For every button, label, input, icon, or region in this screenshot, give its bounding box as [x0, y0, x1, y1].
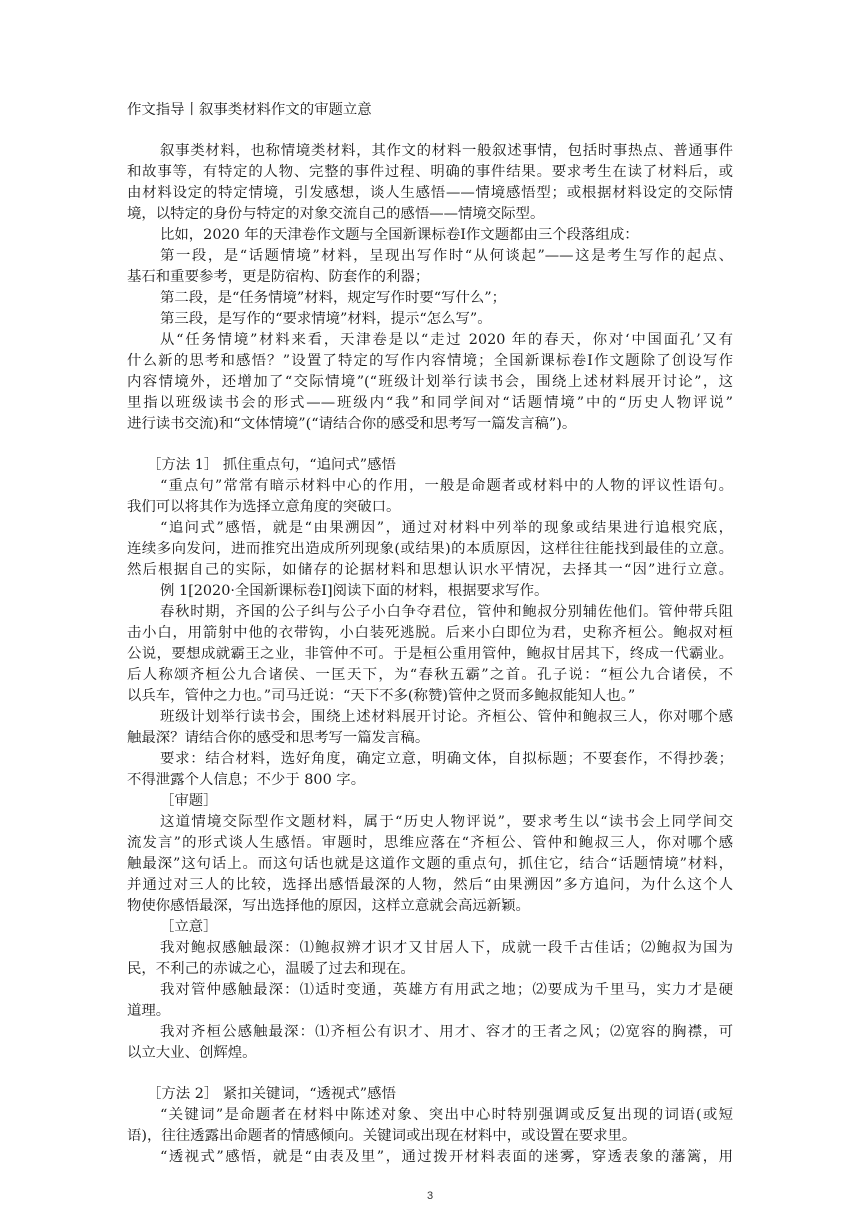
paragraph-line: 我们可以将其作为选择立意角度的突破口。: [127, 499, 401, 515]
paragraph-line: 触最深？请结合你的感受和思考写一篇发言稿。: [127, 730, 430, 746]
paragraph-line: 公说，要想成就霸王之业，非管仲不可。于是桓公重用管仲，鲍叔甘居其下，终成一代霸业。: [127, 646, 733, 662]
paragraph-line: “追问式”感悟，就是“由果溯因”，通过对材料中列举的现象或结果进行追根究底，: [160, 520, 733, 536]
paragraph-line: 然后根据自己的实际，如储存的论据材料和思想认识水平情况，去择其一“因”进行立意。: [127, 562, 733, 578]
paragraph-line: 班级计划举行读书会，围绕上述材料展开讨论。齐桓公、管仲和鲍叔三人，你对哪个感: [160, 709, 733, 725]
paragraph-line: 语)，往往透露出命题者的情感倾向。关键词或出现在材料中，或设置在要求里。: [127, 1128, 637, 1144]
paragraph-line: 以兵车，管仲之力也。”司马迁说：“天下不多(称赞)管仲之贤而多鲍叔能知人也。”: [127, 688, 636, 704]
paragraph-line: 我对齐桓公感触最深：⑴齐桓公有识才、用才、容才的王者之风；⑵宽容的胸襟，可: [160, 1024, 733, 1040]
paragraph-line: 内容情境外，还增加了“交际情境”(“班级计划举行读书会，围绕上述材料展开讨论”，这: [127, 374, 733, 390]
paragraph-line: 从“任务情境”材料来看，天津卷是以“走过 2020 年的春天，你对‘中国面孔’又有: [160, 332, 733, 348]
method-1-heading: ［方法 1］ 抓住重点句，“追问式”感悟: [147, 457, 396, 473]
paragraph-line: 第二段，是“任务情境”材料，规定写作时要“写什么”；: [160, 290, 507, 306]
paragraph-line: 击小白，用箭射中他的衣带钩，小白装死逃脱。后来小白即位为君，史称齐桓公。鲍叔对桓: [127, 625, 733, 641]
method-2-heading: ［方法 2］ 紧扣关键词，“透视式”感悟: [147, 1086, 396, 1102]
paragraph-line: 道理。: [127, 1003, 171, 1019]
paragraph-line: 我对管仲感触最深：⑴适时变通，英雄方有用武之地；⑵要成为千里马，实力才是硬: [160, 982, 733, 998]
paragraph-line: 连续多向发问，进而推究出造成所列现象(或结果)的本质原因，这样往往能找到最佳的立意。: [127, 541, 733, 557]
paragraph-line: 后人称颂齐桓公九合诸侯、一匡天下，为“春秋五霸”之首。孔子说：“桓公九合诸侯，不: [127, 667, 733, 683]
section-label-liyi: ［立意］: [160, 919, 218, 935]
paragraph-line: 比如，2020 年的天津卷作文题与全国新课标卷Ⅰ作文题都由三个段落组成：: [160, 227, 639, 243]
paragraph-line: 第一段，是“话题情境”材料，呈现出写作时“从何谈起”——这是考生写作的起点、: [160, 248, 733, 264]
paragraph-line: “重点句”常常有暗示材料中心的作用，一般是命题者或材料中的人物的评议性语句。: [160, 478, 733, 494]
paragraph-line: 以立大业、创辉煌。: [127, 1045, 257, 1061]
paragraph-line: “关键词”是命题者在材料中陈述对象、突出中心时特别强调或反复出现的词语(或短: [160, 1107, 733, 1123]
paragraph-line: 境，以特定的身份与特定的对象交流自己的感悟——情境交际型。: [127, 206, 545, 222]
paragraph-line: 要求：结合材料，选好角度，确定立意，明确文体，自拟标题；不要套作，不得抄袭；: [160, 751, 733, 767]
paragraph-line: “透视式”感悟，就是“由表及里”，通过拨开材料表面的迷雾，穿透表象的藩篱，用: [160, 1149, 733, 1165]
paragraph-line: 并通过对三人的比较，选择出感悟最深的人物，然后“由果溯因”多方追问，为什么这个人: [127, 877, 733, 893]
paragraph-line: 我对鲍叔感触最深：⑴鲍叔辨才识才又甘居人下，成就一段千古佳话；⑵鲍叔为国为: [160, 940, 733, 956]
paragraph-line: 第三段，是写作的“要求情境”材料，提示“怎么写”。: [160, 311, 492, 327]
page-number: 3: [426, 1190, 434, 1202]
paragraph-line: 什么新的思考和感悟？”设置了特定的写作内容情境；全国新课标卷Ⅰ作文题除了创设写作: [127, 353, 733, 369]
paragraph-line: 流发言”的形式谈人生感悟。审题时，思维应落在“齐桓公、管仲和鲍叔三人，你对哪个感: [127, 835, 733, 851]
paragraph-line: 触最深”这句话上。而这句话也就是这道作文题的重点句，抓住它，结合“话题情境”材料，: [127, 856, 733, 872]
paragraph-line: 春秋时期，齐国的公子纠与公子小白争夺君位，管仲和鲍叔分别辅佐他们。管仲带兵阻: [160, 604, 733, 620]
paragraph-line: 叙事类材料，也称情境类材料，其作文的材料一般叙述事情，包括时事热点、普通事件: [160, 143, 733, 159]
paragraph-line: 里指以班级读书会的形式——班级内“我”和同学间对“话题情境”中的“历史人物评说”: [127, 395, 733, 411]
paragraph-line: 和故事等，有特定的人物、完整的事件过程、明确的事件结果。要求考生在读了材料后，或: [127, 164, 733, 180]
paragraph-line: 基石和重要参考，更是防宿构、防套作的利器；: [127, 269, 430, 285]
paragraph-line: 民，不利己的赤诚之心，温暖了过去和现在。: [127, 961, 415, 977]
paragraph-line: 进行读书交流)和“文体情境”(“请结合你的感受和思考写一篇发言稿”)。: [127, 416, 577, 432]
example-heading: 例 1[2020·全国新课标卷Ⅰ]阅读下面的材料，根据要求写作。: [160, 583, 549, 599]
paragraph-line: 物使你感悟最深，写出选择他的原因，这样立意就会高远新颖。: [127, 898, 530, 914]
document-title: 作文指导丨叙事类材料作文的审题立意: [127, 102, 372, 118]
paragraph-line: 这道情境交际型作文题材料，属于“历史人物评说”，要求考生以“读书会上同学间交: [160, 814, 733, 830]
section-label-shenti: ［审题］: [160, 793, 218, 809]
paragraph-line: 不得泄露个人信息；不少于 800 字。: [127, 772, 366, 788]
paragraph-line: 由材料设定的特定情境，引发感想，谈人生感悟——情境感悟型；或根据材料设定的交际情: [127, 185, 733, 201]
